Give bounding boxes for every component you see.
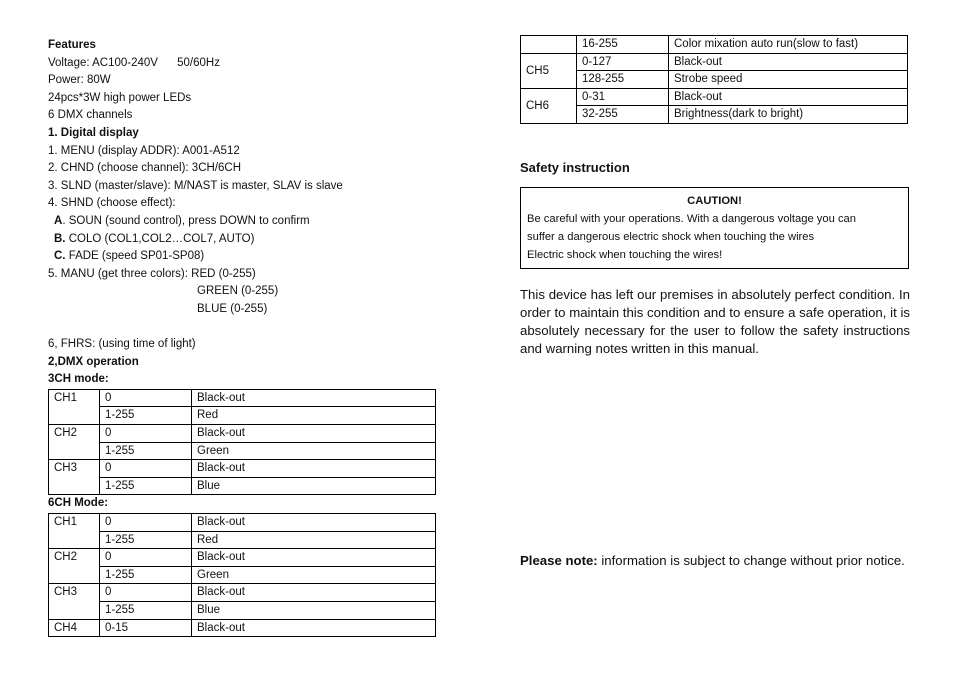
table-3ch	[48, 389, 436, 496]
table-row	[49, 477, 436, 495]
table-row	[49, 584, 436, 602]
effect-colo: B. COLO (COL1,COL2…COL7, AUTO)	[54, 232, 255, 245]
table-row	[49, 425, 436, 443]
digital-display-title: 1. Digital display	[48, 126, 139, 139]
note-text: information is subject to change without prior notice.	[597, 553, 905, 568]
value-cell: 0-15	[100, 619, 192, 637]
table-6ch-continued	[520, 35, 908, 124]
channel-cell: CH1	[49, 389, 100, 407]
left-column	[48, 37, 438, 637]
function-cell: Black-out	[192, 584, 436, 602]
manu-green: GREEN (0-255)	[197, 285, 279, 298]
value-cell: 0	[100, 584, 192, 602]
value-cell: 1-255	[100, 407, 192, 425]
features-title: Features	[48, 39, 96, 51]
menu-item: 1. MENU (display ADDR): A001-A512	[48, 144, 240, 157]
channel-cell: CH2	[49, 549, 100, 567]
table-6ch	[48, 513, 436, 637]
function-cell: Red	[192, 531, 436, 549]
manu-item: 5. MANU (get three colors): RED (0-255)	[48, 267, 256, 280]
function-cell: Blue	[192, 477, 436, 495]
leds-line: 24pcs*3W high power LEDs	[48, 91, 192, 104]
manu-blue: BLUE (0-255)	[197, 302, 268, 315]
fhrs-item: 6, FHRS: (using time of light)	[48, 338, 196, 351]
value-cell: 1-255	[100, 602, 192, 620]
effect-soun: A. SOUN (sound control), press DOWN to confirm	[54, 214, 310, 227]
channel-cell: CH1	[49, 514, 100, 532]
slnd-item: 3. SLND (master/slave): M/NAST is master, SLAV is slave	[48, 179, 343, 192]
table-row	[49, 549, 436, 567]
value-cell: 1-255	[100, 531, 192, 549]
power-line: Power: 80W	[48, 74, 111, 87]
value-cell: 0	[100, 389, 192, 407]
function-cell: Green	[192, 566, 436, 584]
caution-line: Electric shock when touching the wires!	[527, 248, 723, 261]
function-cell: Black-out	[192, 514, 436, 532]
table-row	[49, 407, 436, 425]
function-cell: Black-out	[192, 619, 436, 637]
table-row	[49, 442, 436, 460]
table-row	[49, 619, 436, 637]
function-cell: Black-out	[192, 425, 436, 443]
value-cell: 1-255	[100, 442, 192, 460]
safety-title: Safety instruction	[520, 159, 630, 175]
function-cell: Blue	[192, 602, 436, 620]
value-cell: 0	[100, 549, 192, 567]
channels-line: 6 DMX channels	[48, 109, 133, 122]
safety-paragraph: This device has left our premises in absolutely perfect condition. In order to maintain this condition and to ensure a safe operation, it is absolutely necessary for the user to follow the safety instructions and warning notes written in this manual.	[520, 286, 910, 356]
value-cell: 0	[100, 460, 192, 478]
function-cell: Black-out	[192, 389, 436, 407]
table-row: 16-255 Color mixation auto run(slow to fast)	[521, 36, 908, 54]
value-cell: 0	[100, 514, 192, 532]
channel-cell: CH4	[49, 619, 100, 637]
value-cell: 0	[100, 425, 192, 443]
caution-line: suffer a dangerous electric shock when touching the wires	[527, 230, 815, 243]
table-row	[49, 531, 436, 549]
caution-box	[520, 187, 909, 269]
dmx-operation-title: 2,DMX operation	[48, 355, 139, 368]
table-row	[49, 514, 436, 532]
right-column	[520, 35, 910, 358]
table-row	[49, 389, 436, 407]
table-row	[49, 460, 436, 478]
function-cell: Green	[192, 442, 436, 460]
channel-cell: CH3	[49, 584, 100, 602]
chnd-item: 2. CHND (choose channel): 3CH/6CH	[48, 162, 242, 175]
mode-6ch-title: 6CH Mode:	[48, 497, 109, 510]
function-cell: Black-out	[192, 460, 436, 478]
channel-cell: CH3	[49, 460, 100, 478]
table-row: 128-255 Strobe speed	[521, 71, 908, 89]
table-row	[49, 566, 436, 584]
value-cell: 1-255	[100, 477, 192, 495]
note-label: Please note:	[520, 553, 598, 568]
table-row	[49, 602, 436, 620]
channel-cell: CH2	[49, 425, 100, 443]
please-note	[520, 552, 906, 570]
mode-3ch-title: 3CH mode:	[48, 373, 109, 386]
table-row: CH6 0-31 Black-out	[521, 88, 908, 106]
caution-title: CAUTION!	[687, 194, 742, 207]
voltage-line: Voltage: AC100-240V 50/60Hz	[48, 56, 220, 69]
table-row: 32-255 Brightness(dark to bright)	[521, 106, 908, 124]
function-cell: Black-out	[192, 549, 436, 567]
caution-line: Be careful with your operations. With a dangerous voltage you can	[527, 212, 856, 225]
shnd-item: 4. SHND (choose effect):	[48, 197, 176, 210]
function-cell: Red	[192, 407, 436, 425]
effect-fade: C. FADE (speed SP01-SP08)	[54, 250, 205, 263]
value-cell: 1-255	[100, 566, 192, 584]
table-row: CH5 0-127 Black-out	[521, 53, 908, 71]
